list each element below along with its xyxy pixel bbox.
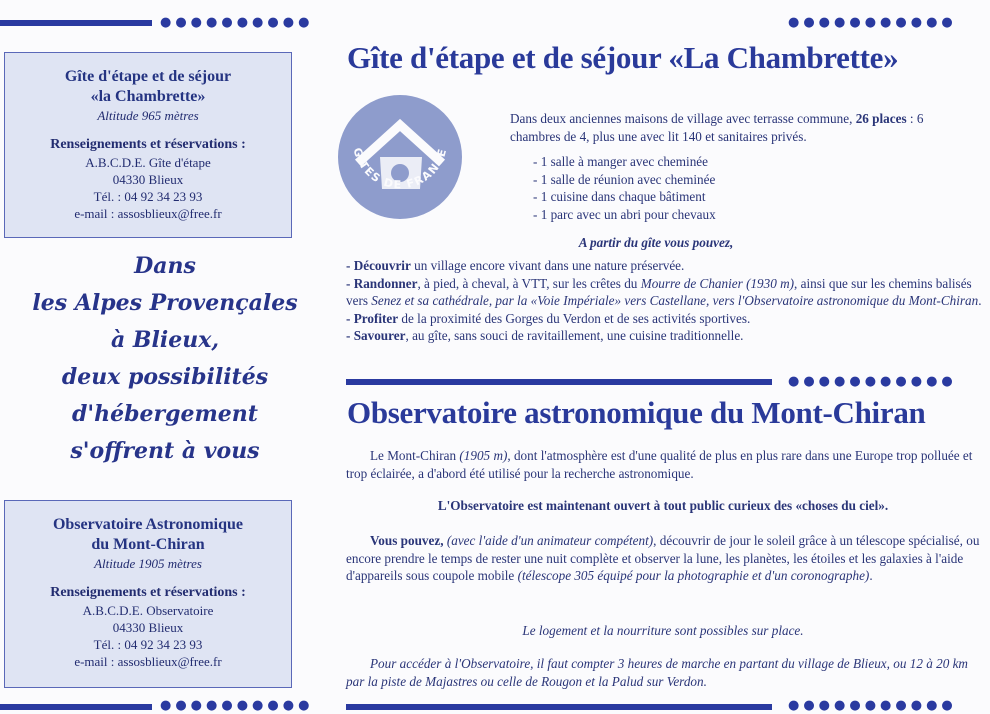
gite-title: Gîte d'étape et de séjour «La Chambrette» bbox=[347, 40, 899, 75]
activity-discover-text: un village encore vivant dans une nature préservée. bbox=[410, 258, 685, 273]
obs-paragraph-1 bbox=[346, 447, 980, 482]
activity-savour-text: , au gîte, sans souci de ravitaillement, une cuisine traditionnelle. bbox=[405, 328, 744, 343]
amenity-item: - 1 salle de réunion avec cheminée bbox=[533, 171, 716, 187]
gite-box-line-2: 04330 Blieux bbox=[112, 172, 184, 187]
activity-discover-label: - Découvrir bbox=[346, 258, 411, 273]
activity-savour-label: - Savourer bbox=[346, 328, 406, 343]
activity-enjoy-text: de la proximité des Gorges du Verdon et de ses activités sportives. bbox=[398, 310, 751, 326]
obs-lodging-note: Le logement et la nourriture sont possibles sur place. bbox=[522, 623, 804, 638]
bottom-dots-right: ●●●●●●●●●●● bbox=[788, 698, 957, 713]
gite-box-altitude: Altitude 965 mètres bbox=[97, 108, 199, 123]
gite-box-title-2: «la Chambrette» bbox=[90, 88, 206, 105]
gite-intro-text: Dans deux anciennes maisons de village avec terrasse commune, bbox=[510, 111, 853, 126]
slogan-line-3: à Blieux, bbox=[111, 327, 219, 353]
obs-p3-lead: Vous pouvez, bbox=[370, 533, 444, 548]
obs-access-note: Pour accéder à l'Observatoire, il faut compter 3 heures de marche en partant du village de Blieux, ou 12 à 20 km par la piste de Majastres ou celle de Rougon et la Palud sur Verdon. bbox=[346, 656, 968, 689]
obs-p3-text: , découvrir de jour le soleil grâce à un télescope spécialisé, ou encore prendre le temps de rester une nuit complète et observer la lune, les planètes, les étoiles et les galaxies à l'aide d'appareils sous coupole mobile bbox=[346, 533, 980, 583]
gite-box-title-1: Gîte d'étape et de séjour bbox=[64, 68, 232, 85]
gite-box-tel: Tél. : 04 92 34 23 93 bbox=[93, 189, 203, 204]
activity-hike-routes: Senez et sa cathédrale, par la «Voie Impériale» vers Castellane, vers l'Observatoire astronomique du Mont-Chiran bbox=[371, 293, 979, 308]
obs-box-email: e-mail : assosblieux@free.fr bbox=[74, 654, 222, 669]
observatory-info-box bbox=[4, 500, 292, 688]
obs-box-title-1: Observatoire Astronomique bbox=[52, 516, 244, 533]
bottom-dots-left: ●●●●●●●●●● bbox=[160, 698, 314, 713]
obs-p1-text: Le Mont-Chiran bbox=[370, 448, 460, 463]
gite-activities bbox=[346, 257, 986, 345]
obs-box-tel: Tél. : 04 92 34 23 93 bbox=[93, 637, 203, 652]
slogan bbox=[0, 248, 330, 470]
obs-box-line-1: A.B.C.D.E. Observatoire bbox=[82, 603, 214, 618]
obs-box-heading: Renseignements et réservations : bbox=[50, 585, 246, 600]
slogan-line-1: Dans bbox=[134, 253, 196, 279]
activity-enjoy-label: - Profiter bbox=[346, 310, 399, 326]
activity-hike-label: - Randonner bbox=[346, 275, 418, 291]
gite-intro bbox=[510, 110, 965, 145]
gite-box-email: e-mail : assosblieux@free.fr bbox=[74, 206, 222, 221]
amenity-item: - 1 salle à manger avec cheminée bbox=[533, 154, 709, 169]
gite-intro-rooms: : 6 chambres de 4, plus une avec lit 140 et sanitaires privés. bbox=[510, 111, 924, 144]
obs-p3-guide: (avec l'aide d'un animateur compétent) bbox=[443, 533, 654, 548]
activity-hike-text-1: , à pied, à cheval, à VTT, sur les crêtes du bbox=[417, 275, 641, 291]
logo-text: GITES DE FRANCE bbox=[350, 146, 450, 192]
slogan-line-5: d'hébergement bbox=[72, 401, 258, 427]
gite-places: 26 places bbox=[855, 111, 907, 126]
slogan-line-6: s'offrent à vous bbox=[70, 438, 260, 464]
obs-box-title-2: du Mont-Chiran bbox=[91, 536, 205, 553]
slogan-line-4: deux possibilités bbox=[61, 364, 269, 390]
activity-hike-summit: Mourre de Chanier (1930 m) bbox=[640, 275, 795, 291]
gites-de-france-logo bbox=[336, 93, 464, 221]
mid-rule-right bbox=[346, 379, 772, 385]
gite-box-heading: Renseignements et réservations : bbox=[50, 137, 246, 152]
activity-savour bbox=[346, 327, 986, 345]
observatory-title: Observatoire astronomique du Mont-Chiran bbox=[347, 395, 926, 430]
obs-p1-rest: , dont l'atmosphère est d'une qualité de plus en plus rare dans une Europe trop polluée et trop éclairée, a d'abord été utilisé pour la recherche astronomique. bbox=[346, 448, 973, 481]
activity-discover bbox=[346, 257, 986, 275]
obs-box-altitude: Altitude 1905 mètres bbox=[94, 556, 202, 571]
top-dots-left: ●●●●●●●●●● bbox=[160, 15, 314, 30]
amenity-item: - 1 parc avec un abri pour chevaux bbox=[533, 206, 716, 222]
mid-dots-right: ●●●●●●●●●●● bbox=[788, 374, 957, 389]
slogan-line-2: les Alpes Provençales bbox=[32, 290, 298, 316]
bottom-rule-left bbox=[0, 704, 152, 710]
bottom-rule-right bbox=[346, 704, 772, 710]
gite-amenities-list bbox=[533, 153, 833, 223]
activity-hike-end: . bbox=[978, 293, 982, 308]
top-rule-left bbox=[0, 20, 152, 26]
gite-info-box bbox=[4, 52, 292, 238]
top-dots-right: ●●●●●●●●●●● bbox=[788, 15, 957, 30]
activity-hike bbox=[346, 275, 986, 310]
obs-box-line-2: 04330 Blieux bbox=[112, 620, 184, 635]
obs-paragraph-3 bbox=[346, 532, 980, 585]
gite-box-line-1: A.B.C.D.E. Gîte d'étape bbox=[85, 155, 211, 170]
obs-open-notice: L'Observatoire est maintenant ouvert à tout public curieux des «choses du ciel». bbox=[437, 498, 889, 513]
amenity-item: - 1 cuisine dans chaque bâtiment bbox=[533, 189, 706, 204]
activity-enjoy bbox=[346, 310, 986, 328]
activity-hike-text-2: , ainsi que sur les chemins balisés vers bbox=[346, 275, 972, 308]
obs-altitude: (1905 m) bbox=[459, 448, 508, 463]
obs-p3-end: . bbox=[869, 568, 873, 583]
obs-p3-telescope: (télescope 305 équipé pour la photographie et d'un coronographe) bbox=[517, 568, 870, 583]
from-gite-heading: A partir du gîte vous pouvez, bbox=[578, 235, 734, 250]
